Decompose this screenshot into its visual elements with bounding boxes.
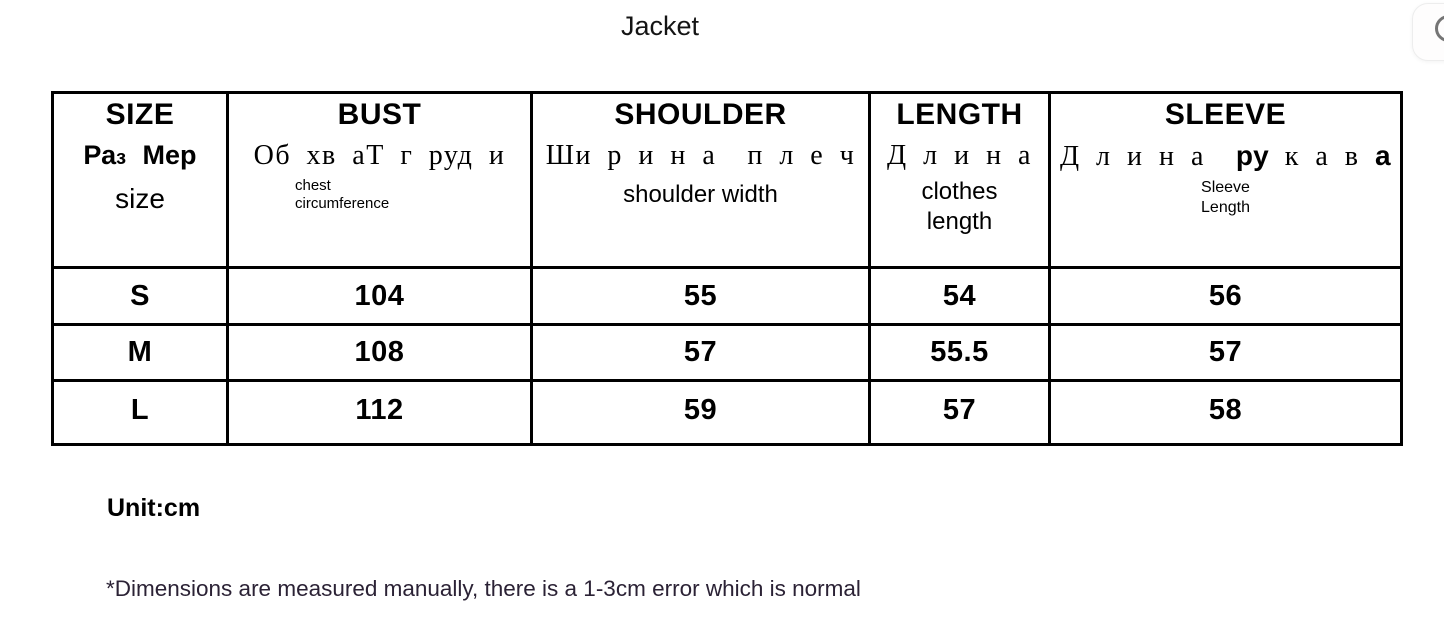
cell-s-length: 54	[870, 268, 1050, 325]
column-header-shoulder	[532, 93, 870, 268]
unit-label: Unit:cm	[107, 494, 201, 522]
shoulder-header-sub: shoulder width	[623, 181, 778, 208]
length-header-en: LENGTH	[896, 98, 1023, 131]
sleeve-header-sub: Sleeve Length	[1201, 179, 1250, 216]
size-header-sub: size	[115, 183, 165, 214]
cell-m-size: M	[53, 325, 228, 381]
table-row-s	[53, 268, 1402, 325]
cell-l-length: 57	[870, 381, 1050, 445]
cell-m-length: 55.5	[870, 325, 1050, 381]
cell-s-sleeve: 56	[1050, 268, 1402, 325]
bust-header-ru: Об хв аТ г руд и	[253, 140, 506, 171]
cell-s-bust: 104	[228, 268, 532, 325]
sleeve-header-ru: Д л и н а ру к а в а	[1059, 140, 1392, 172]
size-chart-table	[51, 91, 1403, 446]
cell-s-size: S	[53, 268, 228, 325]
table-row-m	[53, 325, 1402, 381]
bust-header-en: BUST	[337, 98, 422, 131]
size-header-en: SIZE	[105, 98, 175, 131]
search-icon	[1435, 15, 1444, 42]
cell-l-bust: 112	[228, 381, 532, 445]
column-header-bust	[228, 93, 532, 268]
column-header-sleeve	[1050, 93, 1402, 268]
cell-l-shoulder: 59	[532, 381, 870, 445]
cell-l-sleeve: 58	[1050, 381, 1402, 445]
length-header-sub: clothes length	[921, 178, 998, 235]
cell-s-shoulder: 55	[532, 268, 870, 325]
page-title: Jacket	[620, 11, 700, 41]
column-header-length	[870, 93, 1050, 268]
column-header-size	[53, 93, 228, 268]
search-button[interactable]	[1412, 3, 1444, 61]
table-row-l	[53, 381, 1402, 445]
cell-l-size: L	[53, 381, 228, 445]
length-header-ru: Д л и н а	[887, 140, 1032, 171]
header-row	[53, 93, 1402, 268]
cell-m-sleeve: 57	[1050, 325, 1402, 381]
shoulder-header-ru: Ши р и н а п л е ч	[545, 140, 856, 171]
measurement-disclaimer: *Dimensions are measured manually, there is a 1-3cm error which is normal	[106, 576, 861, 601]
cell-m-shoulder: 57	[532, 325, 870, 381]
sleeve-header-en: SLEEVE	[1164, 98, 1287, 131]
shoulder-header-en: SHOULDER	[614, 98, 787, 131]
bust-header-sub: chest circumference	[295, 177, 390, 212]
size-header-ru: Раз Мер	[83, 140, 197, 170]
cell-m-bust: 108	[228, 325, 532, 381]
